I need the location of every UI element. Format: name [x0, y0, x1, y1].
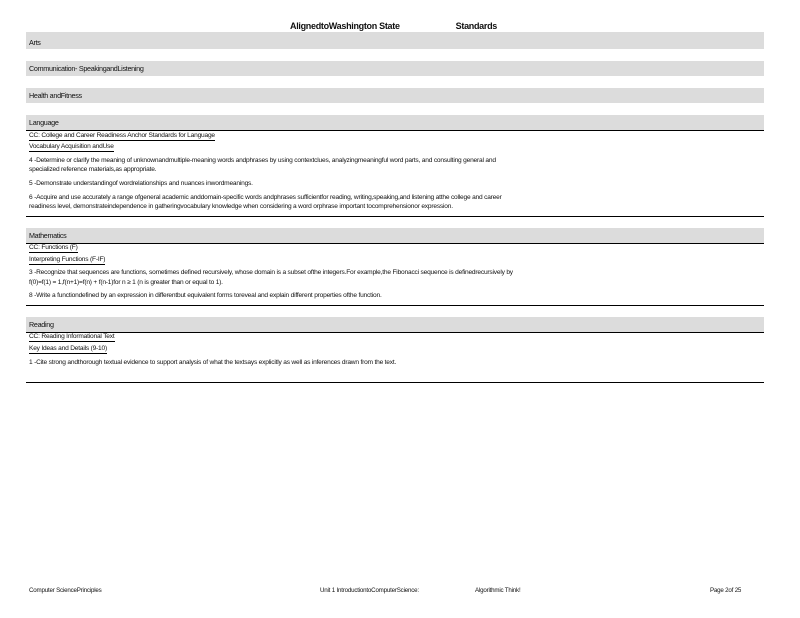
- section-divider: [26, 130, 764, 131]
- standard-subheading: Interpreting Functions (F-IF): [29, 256, 106, 263]
- standard-subheading: Vocabulary Acquisition andUse: [29, 143, 114, 150]
- standard-heading: CC: Functions (F): [29, 244, 78, 251]
- section-divider: [26, 243, 764, 244]
- footer-topic: Algorithmic Think!: [475, 587, 521, 594]
- section-label: Health andFitness: [29, 91, 82, 100]
- section-arts-header: [26, 32, 764, 49]
- standard-item: 6 -Acquire and use accurately a range ofgeneral academic anddomain-specific words andphrases sufficientfor reading, writing,speaking,and listening atthe college and career: [29, 194, 502, 201]
- section-divider: [26, 216, 764, 217]
- section-label: Mathematics: [29, 231, 67, 240]
- section-label: Communication- SpeakingandListening: [29, 64, 144, 73]
- section-reading-header: [26, 317, 764, 332]
- standard-item: 3 -Recognize that sequences are functions, sometimes defined recursively, whose domain is a subset ofthe integers.For example,the Fibonacci sequence is definedrecursively by: [29, 269, 513, 276]
- section-label: Language: [29, 118, 59, 127]
- standard-item: 5 -Demonstrate understandingof wordrelationships and nuances inwordmeanings.: [29, 180, 253, 187]
- section-divider: [26, 382, 764, 383]
- title-standards: Standards: [455, 21, 497, 31]
- document-title: [290, 21, 497, 31]
- title-text: AlignedtoWashington State: [290, 21, 400, 31]
- standard-heading: CC: College and Career Readiness Anchor Standards for Language: [29, 132, 215, 139]
- footer-course: Computer SciencePrinciples: [29, 587, 102, 594]
- section-divider: [26, 305, 764, 306]
- section-divider: [26, 332, 764, 333]
- standard-item: specialized reference materials,as appropriate.: [29, 166, 157, 173]
- section-label: Reading: [29, 320, 54, 329]
- standard-item: readiness level, demonstrateindependence in gatheringvocabulary knowledge when considering a word orphrase important tocomprehensionor expression.: [29, 203, 453, 210]
- standard-item: 4 -Determine or clarify the meaning of unknownandmultiple-meaning words andphrases by using contextclues, analyzingmeaningful word parts, and consulting general and: [29, 157, 496, 164]
- standard-item: 8 -Write a functiondefined by an expression in differentbut equivalent forms toreveal and explain different properties ofthe function.: [29, 292, 382, 299]
- section-health-header: [26, 88, 764, 103]
- section-communication-header: [26, 61, 764, 76]
- standard-item: 1 -Cite strong andthorough textual evidence to support analysis of what the textsays explicitly as well as inferences drawn from the text.: [29, 359, 397, 366]
- standard-heading: CC: Reading Informational Text: [29, 333, 115, 340]
- section-language-header: [26, 115, 764, 130]
- footer-unit: Unit 1 IntroductiontoComputerScience:: [320, 587, 419, 594]
- footer-page-number: Page 2of 25: [710, 587, 742, 594]
- standard-item: f(0)=f(1) = 1,f(n+1)=f(n) + f(n-1)for n ≥ 1 (n is greater than or equal to 1).: [29, 279, 223, 286]
- standard-subheading: Key Ideas and Details (9-10): [29, 345, 107, 352]
- section-label: Arts: [29, 38, 41, 47]
- section-mathematics-header: [26, 228, 764, 243]
